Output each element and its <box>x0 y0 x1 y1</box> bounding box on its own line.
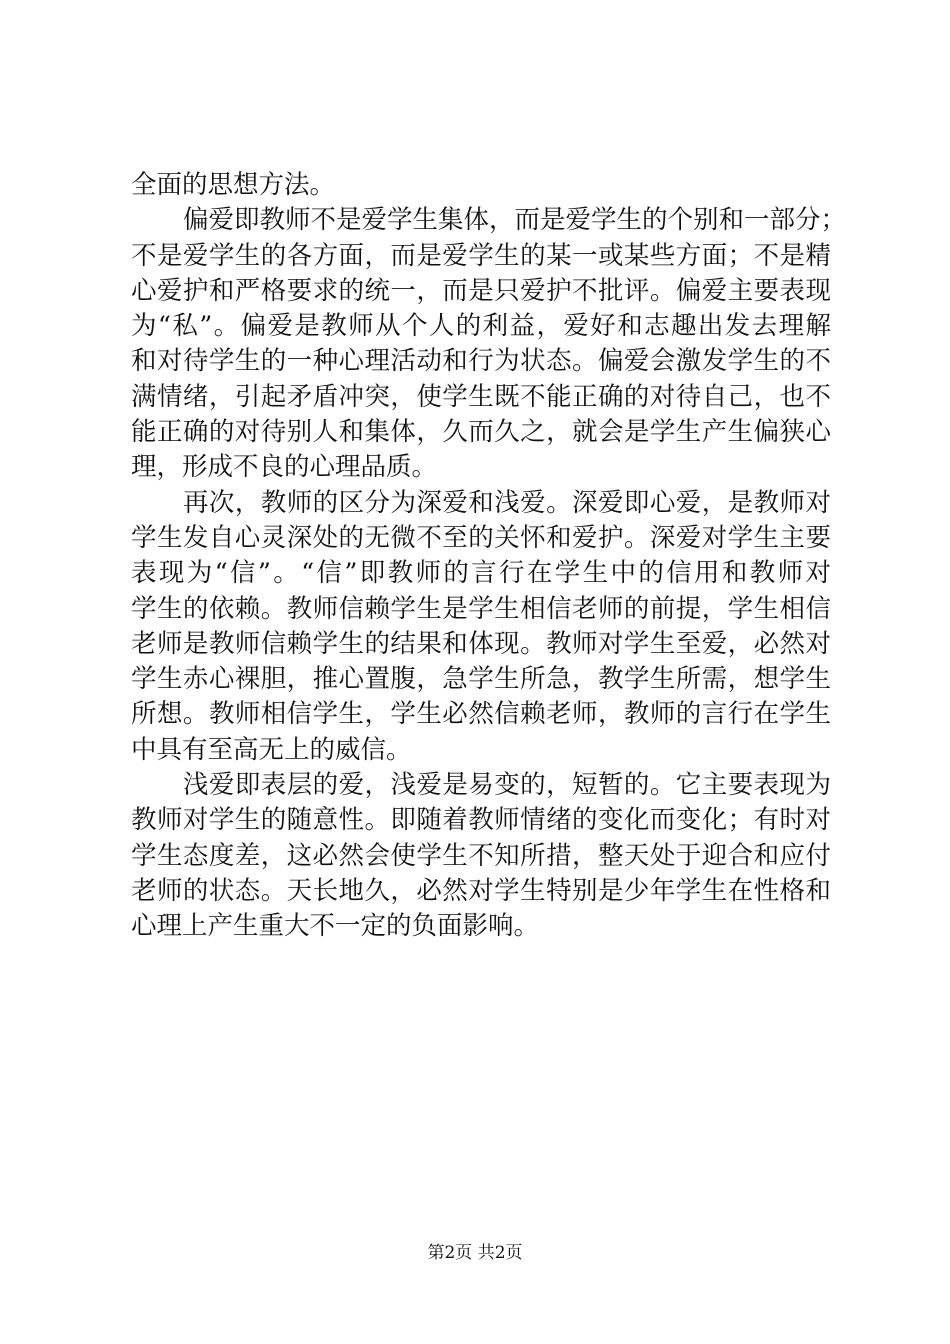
text-line: 和对待学生的一种心理活动和行为状态。偏爱会激发学生的不 <box>131 346 831 377</box>
document-body <box>131 168 847 945</box>
text-line: 教师对学生的随意性。即随着教师情绪的变化而变化；有时对 <box>131 805 831 836</box>
text-line: 学生赤心裸胆，推心置腹，急学生所急，教学生所需，想学生 <box>131 664 831 695</box>
text-line: 学生态度差，这必然会使学生不知所措，整天处于迎合和应付 <box>131 840 831 871</box>
text-line: 浅爱即表层的爱，浅爱是易变的，短暂的。它主要表现为 <box>183 770 831 801</box>
text-line: 满情绪，引起矛盾冲突，使学生既不能正确的对待自己，也不 <box>131 381 831 412</box>
text-line: 心理上产生重大不一定的负面影响。 <box>131 911 540 942</box>
text-line: 能正确的对待别人和集体，久而久之，就会是学生产生偏狭心 <box>131 417 831 448</box>
text-line: 学生的依赖。教师信赖学生是学生相信老师的前提，学生相信 <box>131 593 831 624</box>
text-line: 为“私”。偏爱是教师从个人的利益，爱好和志趣出发去理解 <box>131 311 831 342</box>
text-line: 偏爱即教师不是爱学生集体，而是爱学生的个别和一部分； <box>183 205 847 236</box>
text-line: 所想。教师相信学生，学生必然信赖老师，教师的言行在学生 <box>131 699 831 730</box>
page-number-footer: 第2页 共2页 <box>427 1243 523 1263</box>
text-line: 表现为“信”。“信”即教师的言行在学生中的信用和教师对 <box>131 558 831 589</box>
text-line: 老师是教师信赖学生的结果和体现。教师对学生至爱，必然对 <box>131 628 831 659</box>
text-line: 全面的思想方法。 <box>131 170 336 200</box>
text-line: 学生发自心灵深处的无微不至的关怀和爱护。深爱对学生主要 <box>131 522 831 553</box>
text-line: 再次，教师的区分为深爱和浅爱。深爱即心爱，是教师对 <box>183 487 831 518</box>
text-line: 中具有至高无上的威信。 <box>131 734 412 765</box>
text-line: 理，形成不良的心理品质。 <box>131 452 438 483</box>
text-line: 心爱护和严格要求的统一，而是只爱护不批评。偏爱主要表现 <box>131 275 831 306</box>
text-line: 不是爱学生的各方面，而是爱学生的某一或某些方面；不是精 <box>131 240 831 271</box>
text-line: 老师的状态。天长地久，必然对学生特别是少年学生在性格和 <box>131 875 831 906</box>
